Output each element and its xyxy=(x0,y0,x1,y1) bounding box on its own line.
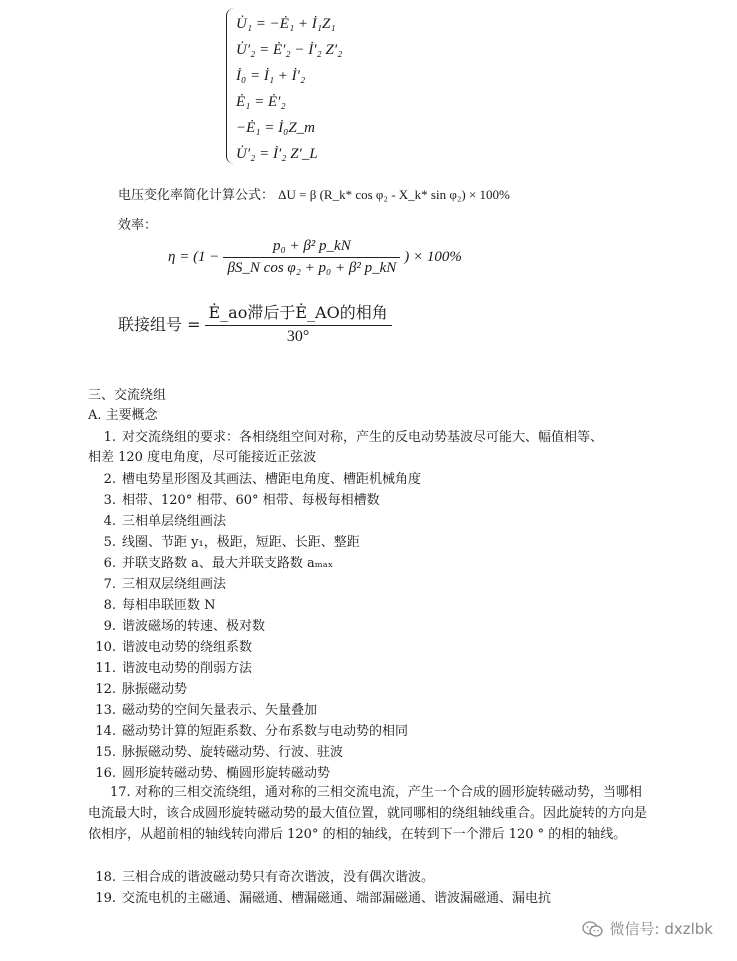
connection-group-denominator: 30° xyxy=(286,328,310,345)
section-title: 三、交流绕组 xyxy=(88,388,167,403)
watermark-text: 微信号: dxzlbk xyxy=(609,920,713,938)
section-subtitle: A. 主要概念 xyxy=(88,408,158,423)
equation-line: U̇′₂ = Ė′₂ − İ′₂ Z′₂ xyxy=(236,42,343,58)
connection-group-equation xyxy=(118,300,392,346)
efficiency-fraction xyxy=(223,238,400,277)
list-item: 相差 120 度电角度，尽可能接近正弦波 xyxy=(88,450,317,465)
list-item: 4. 三相单层绕组画法 xyxy=(103,514,227,529)
list-item: 1. 对交流绕组的要求：各相绕组空间对称，产生的反电动势基波尽可能大、幅值相等、 xyxy=(103,430,604,445)
left-brace xyxy=(226,8,235,164)
list-item: 7. 三相双层绕组画法 xyxy=(103,577,227,592)
watermark xyxy=(582,918,713,939)
list-item: 5. 线圈、节距 y₁，极距，短距、长距、整距 xyxy=(103,535,360,550)
list-item: 13. 磁动势的空间矢量表示、矢量叠加 xyxy=(95,703,318,718)
list-item: 3. 相带、120° 相带、60° 相带、每极每相槽数 xyxy=(103,493,380,508)
connection-group-prefix: 联接组号 = xyxy=(118,314,201,334)
list-item: 8. 每相串联匝数 N xyxy=(103,598,216,613)
list-item: 14. 磁动势计算的短距系数、分布系数与电动势的相同 xyxy=(95,724,409,739)
equation-line: U̇′₂ = İ′₂ Z′_L xyxy=(236,146,318,162)
voltage-rate-label: 电压变化率简化计算公式： xyxy=(118,188,275,203)
paragraph-number: 17. xyxy=(110,785,131,800)
efficiency-numerator: p₀ + β² p_kN xyxy=(223,238,400,258)
paragraph-text: 对称的三相交流绕组，通对称的三相交流电流，产生一个合成的圆形旋转磁动势，当哪相电流最大时，该合成圆形旋转磁动势的最大值位置，就同哪相的绕组轴线重合。因此旋转的方向是依相序，从超前相的轴线转向滞后 120° 的相的轴线，在转到下一个滞后 120 ° 的相的轴线。 xyxy=(88,785,648,842)
equation-line: İ₀ = İ₁ + İ′₂ xyxy=(236,68,306,84)
equation-line: −Ė₁ = İ₀Z_m xyxy=(236,120,316,136)
equation-line: U̇₁ = −Ė₁ + İ₁Z₁ xyxy=(236,16,336,32)
efficiency-suffix: ) × 100% xyxy=(404,249,462,265)
list-item: 15. 脉振磁动势、旋转磁动势、行波、驻波 xyxy=(95,745,344,760)
voltage-rate-formula: ΔU = β (R_k* cos φ₂ - X_k* sin φ₂) × 100% xyxy=(278,187,510,202)
list-item: 19. 交流电机的主磁通、漏磁通、槽漏磁通、端部漏磁通、谐波漏磁通、漏电抗 xyxy=(95,891,552,906)
equation-system xyxy=(226,4,386,168)
efficiency-denominator: βS_N cos φ₂ + p₀ + β² p_kN xyxy=(227,260,397,276)
voltage-rate-line xyxy=(118,184,510,203)
efficiency-equation xyxy=(168,238,462,277)
list-item: 16. 圆形旋转磁动势、椭圆形旋转磁动势 xyxy=(95,766,331,781)
efficiency-label: 效率： xyxy=(118,218,158,233)
list-item: 12. 脉振磁动势 xyxy=(95,682,188,697)
connection-group-fraction xyxy=(205,300,392,346)
list-item: 9. 谐波磁场的转速、极对数 xyxy=(103,619,266,634)
list-item: 18. 三相合成的谐波磁动势只有奇次谐波，没有偶次谐波。 xyxy=(95,870,435,885)
list-item: 11. 谐波电动势的削弱方法 xyxy=(95,661,253,676)
efficiency-prefix: η = (1 − xyxy=(168,249,220,265)
list-item: 2. 槽电势星形图及其画法、槽距电角度、槽距机械角度 xyxy=(103,472,422,487)
equation-line: Ė₁ = Ė′₂ xyxy=(236,94,286,110)
wechat-icon xyxy=(582,920,604,938)
paragraph-17 xyxy=(88,782,648,845)
list-item: 6. 并联支路数 a、最大并联支路数 aₘₐₓ xyxy=(103,556,334,571)
list-item: 10. 谐波电动势的绕组系数 xyxy=(95,640,253,655)
connection-group-numerator: Ė_ao滞后于Ė_AO的相角 xyxy=(205,300,392,326)
